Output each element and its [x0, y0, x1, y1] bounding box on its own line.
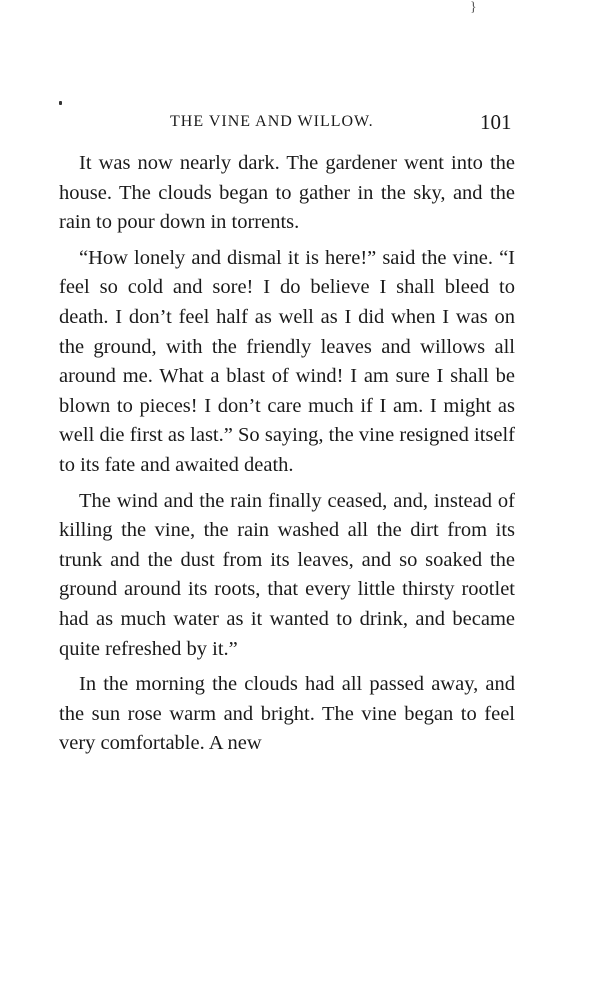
page-number: 101 [480, 110, 512, 134]
body-text [59, 149, 515, 759]
paragraph-2: “How lonely and dismal it is here!” said the vine. “I feel so cold and sore! I do believe I shall bleed to death. I don’t feel half as well as I did when I was on the ground, with the friendly leaves and willows all around me. What a blast of wind! I am sure I shall be blown to pieces! I don’t care much if I am. I might as well die first as last.” So saying, the vine resigned itself to its fate and awaited death. [59, 246, 515, 476]
paragraph-3: The wind and the rain finally ceased, and, instead of killing the vine, the rain washed all the dirt from its trunk and the dust from its leaves, and so soaked the ground around its roots, that every little thirsty rootlet had as much water as it wanted to drink, and became quite refreshed by it.” [59, 489, 515, 660]
page-corner-mark: } [470, 0, 477, 15]
ink-speck [59, 101, 62, 105]
running-head: THE VINE AND WILLOW. [170, 113, 374, 130]
paragraph-4: In the morning the clouds had all passed away, and the sun rose warm and bright. The vine began to feel very comfortable. A new [59, 673, 515, 755]
paragraph-1: It was now nearly dark. The gardener went into the house. The clouds began to gather in the sky, and the rain to pour down in torrents. [59, 152, 515, 234]
